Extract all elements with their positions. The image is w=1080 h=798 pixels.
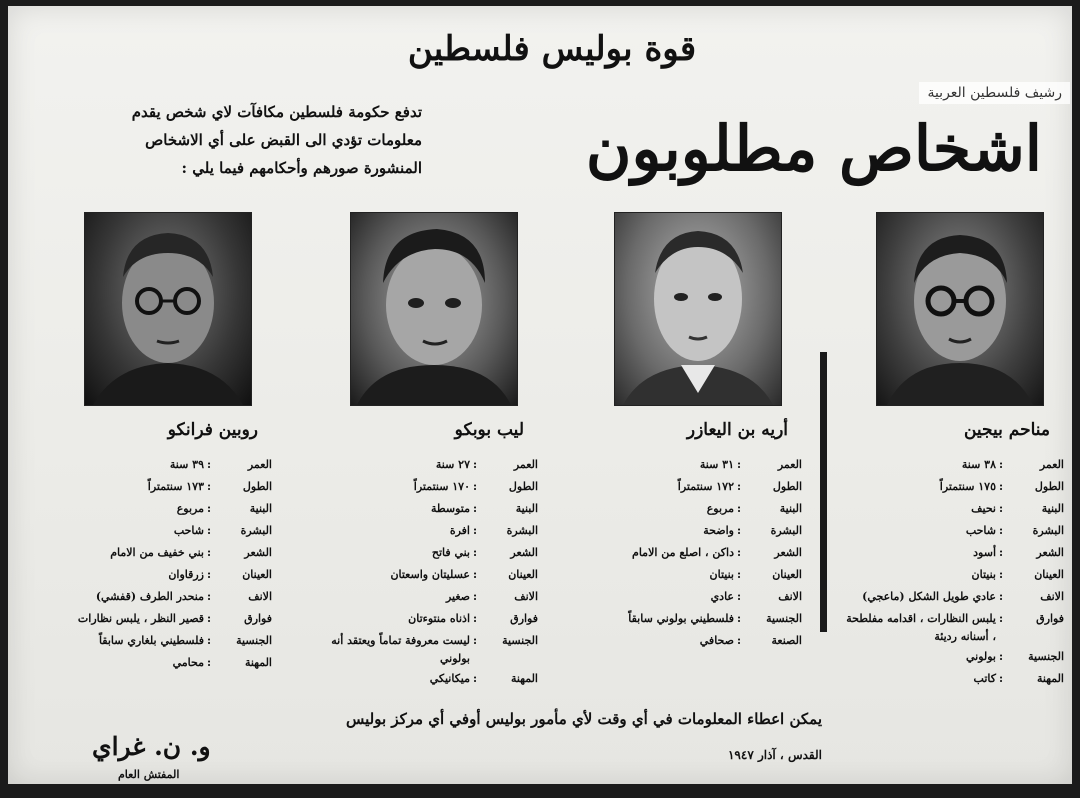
detail-row: فوارق : قصير النظر ، يلبس نظارات: [54, 608, 272, 630]
detail-row: العينان : عسليتان واسعتان: [320, 564, 538, 586]
detail-value: افرة: [449, 524, 470, 537]
detail-row: الانف : عادي: [584, 586, 802, 608]
detail-row: البشرة : افرة: [320, 520, 538, 542]
detail-row: البنية : مربوع: [54, 498, 272, 520]
detail-value: محامي: [172, 656, 204, 669]
detail-value: قصير النظر ، يلبس نظارات: [77, 612, 204, 625]
detail-row: الطول : ١٧٠ سنتمتراً: [320, 476, 538, 498]
signature-name: و. ن. غراي: [92, 732, 211, 761]
police-heading: قوة بوليس فلسطين: [407, 29, 697, 69]
detail-value: ١٧٢ سنتمتراً: [677, 480, 734, 493]
poster-date: القدس ، آذار ١٩٤٧: [727, 748, 822, 762]
suspect-photo: [614, 212, 782, 406]
detail-label: الانف: [248, 590, 272, 603]
detail-label: الطول: [242, 480, 272, 493]
detail-label: العينان: [242, 568, 272, 581]
signature-title: المفتش العام: [118, 768, 180, 781]
wanted-poster: [8, 6, 1072, 784]
detail-value: مربوع: [176, 502, 204, 515]
detail-label: الطول: [772, 480, 802, 493]
detail-label: الجنسية: [1028, 650, 1064, 663]
detail-label: البشرة: [240, 524, 272, 537]
detail-label: الطول: [1034, 480, 1064, 493]
detail-row: الانف : منحدر الطرف (قفشي): [54, 586, 272, 608]
detail-row: البنية : متوسطة: [320, 498, 538, 520]
detail-label: البشرة: [770, 524, 802, 537]
detail-label: فوارق: [510, 612, 538, 625]
detail-label: العمر: [513, 458, 538, 471]
detail-label: العمر: [777, 458, 802, 471]
detail-row: الطول : ١٧٢ سنتمتراً: [584, 476, 802, 498]
detail-value: ١٧٣ سنتمتراً: [147, 480, 204, 493]
detail-row: الجنسية : بولوني: [846, 646, 1064, 668]
detail-row: البشرة : شاحب: [54, 520, 272, 542]
detail-value: زرقاوان: [168, 568, 204, 581]
detail-row: البشرة : شاحب: [846, 520, 1064, 542]
detail-value: شاحب: [173, 524, 204, 537]
detail-row: الانف : صغير: [320, 586, 538, 608]
detail-label: البنية: [249, 502, 272, 515]
detail-label: فوارق: [1036, 612, 1064, 625]
reward-line: تدفع حكومة فلسطين مكافآت لاي شخص يقدم: [131, 103, 422, 121]
portrait-icon: [351, 213, 517, 405]
detail-value: ٢٧ سنة: [435, 458, 470, 471]
detail-value: فلسطيني بلغاري سابقاً: [98, 634, 204, 647]
suspect-card-ben-eliezer: [584, 212, 802, 652]
detail-row: العينان : زرقاوان: [54, 564, 272, 586]
detail-row: العمر : ٣٨ سنة: [846, 454, 1064, 476]
detail-row: الشعر : بني خفيف من الامام: [54, 542, 272, 564]
suspect-card-popko: [320, 212, 538, 690]
suspect-name: أريه بن اليعازر: [686, 420, 788, 440]
detail-label: البشرة: [506, 524, 538, 537]
detail-row: العمر : ٢٧ سنة: [320, 454, 538, 476]
detail-value: ١٧٥ سنتمتراً: [939, 480, 996, 493]
detail-row: الجنسية : ليست معروفة تماماً ويعتقد أنه بولوني: [320, 630, 538, 668]
suspect-name: مناحم بيجين: [963, 420, 1050, 440]
detail-label: البنية: [1041, 502, 1064, 515]
detail-row: فوارق : اذناه منتوءتان: [320, 608, 538, 630]
detail-value: واضحة: [703, 524, 734, 537]
detail-label: البشرة: [1032, 524, 1064, 537]
suspect-card-begin: [846, 212, 1064, 690]
detail-value: مربوع: [706, 502, 734, 515]
detail-value: فلسطيني بولوني سابقاً: [628, 612, 734, 625]
suspect-photo: [876, 212, 1044, 406]
detail-label: الجنسية: [502, 634, 538, 647]
detail-label: العمر: [247, 458, 272, 471]
detail-value: داكن ، اصلع من الامام: [632, 546, 734, 559]
detail-value: اذناه منتوءتان: [408, 612, 470, 625]
suspect-details: [846, 454, 1064, 690]
detail-value: ٣١ سنة: [699, 458, 734, 471]
suspect-photo: [84, 212, 252, 406]
detail-row: الطول : ١٧٥ سنتمتراً: [846, 476, 1064, 498]
divider-bar: [820, 352, 827, 632]
detail-label: المهنة: [244, 656, 272, 669]
detail-label: البنية: [515, 502, 538, 515]
suspect-name: روبين فرانكو: [167, 420, 258, 440]
detail-label: الصنعة: [771, 634, 802, 647]
detail-value: ٣٨ سنة: [961, 458, 996, 471]
detail-row: الطول : ١٧٣ سنتمتراً: [54, 476, 272, 498]
detail-value: كاتب: [973, 672, 996, 685]
detail-label: العينان: [772, 568, 802, 581]
detail-value: ١٧٠ سنتمتراً: [413, 480, 470, 493]
reward-notice: [62, 98, 422, 182]
portrait-icon: [85, 213, 251, 405]
detail-row: المهنة : كاتب: [846, 668, 1064, 690]
detail-value: متوسطة: [430, 502, 470, 515]
portrait-icon: [877, 213, 1043, 405]
detail-row: العمر : ٣١ سنة: [584, 454, 802, 476]
detail-row: الشعر : أسود: [846, 542, 1064, 564]
detail-row: الصنعة : صحافي: [584, 630, 802, 652]
detail-row: الشعر : داكن ، اصلع من الامام: [584, 542, 802, 564]
detail-value: صحافي: [699, 634, 734, 647]
detail-value: بني خفيف من الامام: [110, 546, 204, 559]
detail-label: الانف: [1040, 590, 1064, 603]
detail-row: الجنسية : فلسطيني بولوني سابقاً: [584, 608, 802, 630]
detail-label: الانف: [514, 590, 538, 603]
detail-value: بنيتان: [971, 568, 996, 581]
detail-label: الجنسية: [766, 612, 802, 625]
detail-label: البنية: [779, 502, 802, 515]
detail-row: المهنة : ميكانيكي: [320, 668, 538, 690]
detail-row: العمر : ٣٩ سنة: [54, 454, 272, 476]
suspect-name: ليب بوبكو: [454, 420, 524, 440]
detail-value: صغير: [445, 590, 470, 603]
detail-value: ميكانيكي: [429, 672, 470, 685]
suspect-photo: [350, 212, 518, 406]
wanted-title: اشخاص مطلوبون: [585, 112, 1042, 185]
detail-value: بولوني: [965, 650, 996, 663]
detail-value: منحدر الطرف (قفشي): [95, 590, 204, 603]
detail-label: الشعر: [510, 546, 538, 559]
detail-label: العينان: [1034, 568, 1064, 581]
detail-label: الشعر: [774, 546, 802, 559]
detail-row: الجنسية : فلسطيني بلغاري سابقاً: [54, 630, 272, 652]
detail-label: العمر: [1039, 458, 1064, 471]
detail-row: الانف : عادي طويل الشكل (ماعجي): [846, 586, 1064, 608]
reward-line: معلومات تؤدي الى القبض على أي الاشخاص: [145, 131, 422, 149]
detail-label: الطول: [508, 480, 538, 493]
detail-label: المهنة: [1036, 672, 1064, 685]
detail-row: البنية : نحيف: [846, 498, 1064, 520]
detail-value: ليست معروفة تماماً ويعتقد أنه بولوني: [331, 634, 470, 665]
detail-label: الانف: [778, 590, 802, 603]
archive-watermark: رشيف فلسطين العربية: [919, 82, 1070, 104]
detail-value: بني فاتح: [431, 546, 470, 559]
detail-row: البنية : مربوع: [584, 498, 802, 520]
detail-value: عادي: [710, 590, 734, 603]
suspect-details: [584, 454, 802, 652]
reward-line: المنشورة صورهم وأحكامهم فيما يلي :: [181, 159, 422, 177]
detail-value: شاحب: [965, 524, 996, 537]
detail-label: فوارق: [244, 612, 272, 625]
detail-label: الشعر: [244, 546, 272, 559]
portrait-icon: [615, 213, 781, 405]
suspect-details: [54, 454, 272, 674]
detail-label: العينان: [508, 568, 538, 581]
suspect-details: [320, 454, 538, 690]
detail-row: العينان : بنيتان: [584, 564, 802, 586]
detail-row: البشرة : واضحة: [584, 520, 802, 542]
detail-value: أسود: [973, 546, 996, 559]
detail-value: بنيتان: [709, 568, 734, 581]
detail-value: ٣٩ سنة: [169, 458, 204, 471]
detail-row: فوارق : يلبس النظارات ، اقدامه مفلطحة ، أسنانه رديئة: [846, 608, 1064, 646]
detail-label: الجنسية: [236, 634, 272, 647]
detail-row: الشعر : بني فاتح: [320, 542, 538, 564]
detail-label: المهنة: [510, 672, 538, 685]
detail-value: عسليتان واسعتان: [390, 568, 470, 581]
suspect-card-franco: [54, 212, 272, 674]
detail-value: يلبس النظارات ، اقدامه مفلطحة ، أسنانه رديئة: [846, 612, 996, 643]
detail-label: الشعر: [1036, 546, 1064, 559]
detail-row: العينان : بنيتان: [846, 564, 1064, 586]
information-note: يمكن اعطاء المعلومات في أي وقت لأي مأمور بوليس أوفي أي مركز بوليس: [345, 710, 822, 728]
detail-value: عادي طويل الشكل (ماعجي): [862, 590, 996, 603]
detail-row: المهنة : محامي: [54, 652, 272, 674]
detail-value: نحيف: [971, 502, 996, 515]
